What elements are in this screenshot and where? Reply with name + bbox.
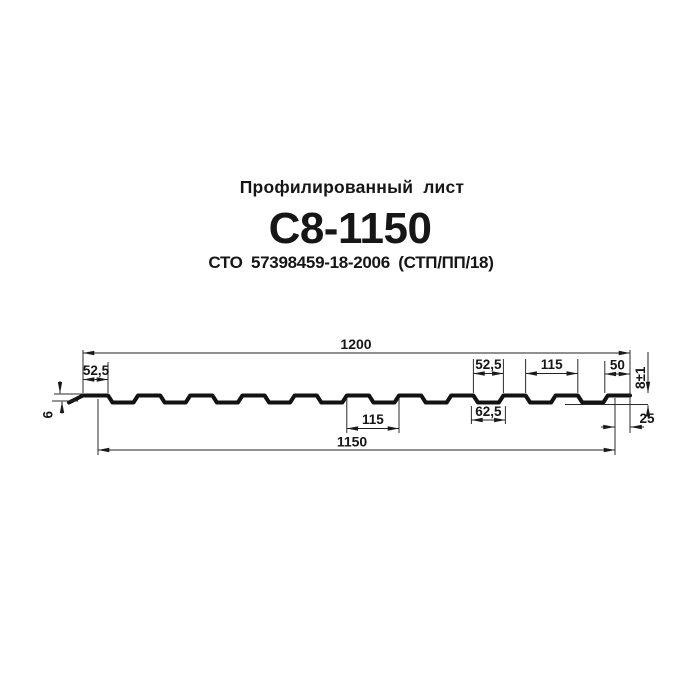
dim-edge-flat-label: 50 [609,357,625,373]
standard-label: СТО 57398459-18-2006 (СТП/ПП/18) [208,253,494,272]
dim-rib-top-width [473,357,503,374]
dim-edge-lip [41,381,63,419]
dim-pitch-top [526,357,578,374]
title-block [208,177,493,272]
dim-pitch-bottom [347,412,399,429]
profile-cross-section [69,396,630,403]
dim-total-width-label: 1200 [340,336,372,352]
dim-pitch-bottom-label: 115 [362,412,384,427]
dim-edge-overlap-label: 25 [639,411,655,426]
dim-edge-overlap [601,411,655,427]
dim-first-crest [83,363,110,380]
sheet-type-label: Профилированный лист [239,177,465,197]
dim-profile-height [633,352,648,416]
dim-valley-width-label: 62,5 [475,404,502,419]
dim-profile-height-label: 8±1 [633,366,648,389]
dim-rib-top-width-label: 52,5 [475,357,502,372]
dim-useful-width-label: 1150 [336,433,368,450]
dim-total-width [83,336,630,353]
sheet-model-title: С8-1150 [268,204,432,253]
dim-pitch-top-label: 115 [540,357,563,372]
dim-edge-lip-label: 6 [40,410,56,419]
dim-valley-width [471,404,505,420]
dim-edge-flat [605,358,630,375]
dim-useful-width [98,434,615,451]
dim-first-crest-label: 52,5 [82,363,110,378]
